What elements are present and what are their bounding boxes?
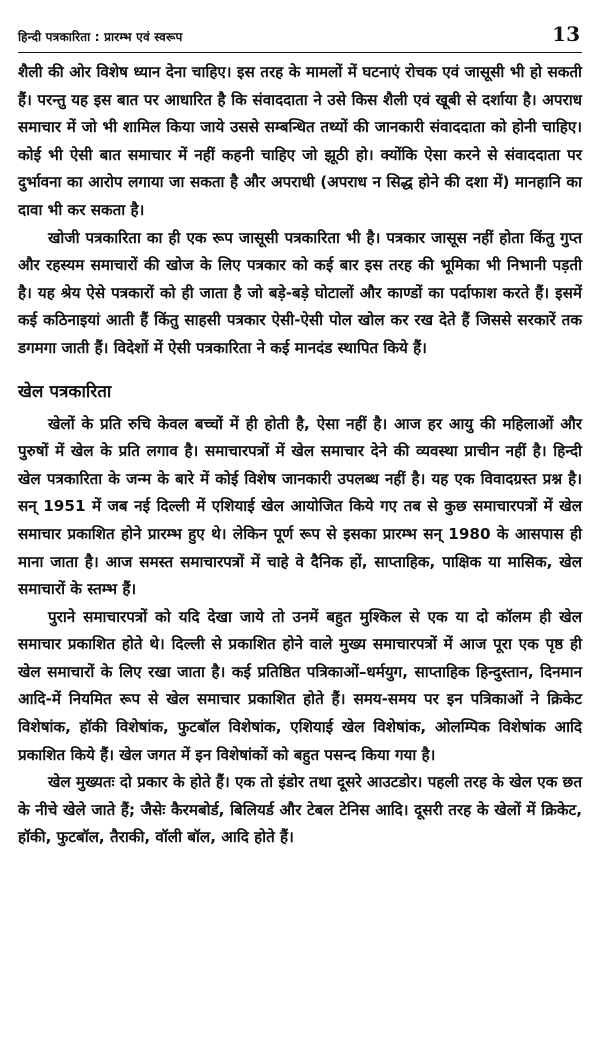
section-heading-sports-journalism: खेल पत्रकारिता xyxy=(18,381,112,402)
running-title: हिन्दी पत्रकारिता : प्रारम्भ एवं स्वरूप xyxy=(18,30,183,44)
paragraph-old-newspapers: पुराने समाचारपत्रों को यदि देखा जाये तो उनमें बहुत मुश्किल से एक या दो कॉलम ही खेल समाचार प्रकाशित होते थे। दिल्ली से प्रकाशित होने वाले मुख्य समाचारपत्रों में आज पूरा एक पृष्ठ ही खेल समाचारों के लिए रखा जाता है। कई प्रतिष्ठित पत्रिकाओं–धर्मयुग, साप्ताहिक हिन्दुस्तान, दिनमान आदि-में नियमित रूप से खेल समाचार प्रकाशित होते हैं। समय-समय पर इन पत्रिकाओं ने क्रिकेट विशेषांक, हॉकी विशेषांक, फुटबॉल विशेषांक, एशियाई खेल विशेषांक, ओलम्पिक विशेषांक आदि प्रकाशित किये हैं। खेल जगत में इन विशेषांकों को बहुत पसन्द किया गया है। xyxy=(18,607,582,764)
paragraph-sports-interest: खेलों के प्रति रुचि केवल बच्चों में ही होती है, ऐसा नहीं है। आज हर आयु की महिलाओं और पुरुषों में खेल के प्रति लगाव है। समाचारपत्रों में खेल समाचार देने की व्यवस्था प्राचीन नहीं है। हिन्दी खेल पत्रकारिता के जन्म के बारे में कोई विशेष जानकारी उपलब्ध नहीं है। यह एक विवादग्रस्त प्रश्न है। सन् 1951 में जब नई दिल्ली में एशियाई खेल आयोजित किये गए तब से कुछ समाचारपत्रों में खेल समाचार प्रकाशित होने प्रारम्भ हुए थे। लेकिन पूर्ण रूप से इसका प्रारम्भ सन् 1980 के आसपास ही माना जाता है। आज समस्त समाचारपत्रों में चाहे वे दैनिक हों, साप्ताहिक, पाक्षिक या मासिक, खेल समाचारों के स्तम्भ हैं। xyxy=(18,414,582,599)
paragraph-investigative-journalism: खोजी पत्रकारिता का ही एक रूप जासूसी पत्रकारिता भी है। पत्रकार जासूस नहीं होता किंतु गुप्त और रहस्यम समाचारों की खोज के लिए पत्रकार को कई बार इस तरह की भूमिका भी निभानी पड़ती है। यह श्रेय ऐसे पत्रकारों को ही जाता है जो बड़े-बड़े घोटालों और काण्डों का पर्दाफाश करते हैं। इसमें कई कठिनाइयां आती हैं किंतु साहसी पत्रकार ऐसी-ऐसी पोल खोल कर रख देते हैं जिससे सरकारें तक डगमगा जाती हैं। विदेशों में ऐसी पत्रकारिता ने कई मानदंड स्थापित किये हैं। xyxy=(18,228,582,357)
running-header xyxy=(18,22,582,53)
page-number: 13 xyxy=(552,22,580,46)
paragraph-crime-reporting-continued: शैली की ओर विशेष ध्यान देना चाहिए। इस तरह के मामलों में घटनाएं रोचक एवं जासूसी भी हो सकती हैं। परन्तु यह इस बात पर आधारित है कि संवाददाता ने उसे किस शैली एवं खूबी से दर्शाया है। अपराध समाचार में जो भी शामिल किया जाये उससे सम्बन्धित तथ्यों की जानकारी संवाददाता को होनी चाहिए। कोई भी ऐसी बात समाचार में नहीं कहनी चाहिए जो झूठी हो। क्योंकि ऐसा करने से संवाददाता पर दुर्भावना का आरोप लगाया जा सकता है और अपराधी (अपराध न सिद्ध होने की दशा में) मानहानि का दावा भी कर सकता है। xyxy=(18,63,582,219)
page-body xyxy=(18,59,582,852)
paragraph-types-of-sports: खेल मुख्यतः दो प्रकार के होते हैं। एक तो इंडोर तथा दूसरे आउटडोर। पहली तरह के खेल एक छत के नीचे खेले जाते हैं; जैसेः कैरमबोर्ड, बिलियर्ड और टेबल टेनिस आदि। दूसरी तरह के खेलों में क्रिकेट, हॉकी, फुटबॉल, तैराकी, वॉली बॉल, आदि होते हैं। xyxy=(18,773,582,847)
